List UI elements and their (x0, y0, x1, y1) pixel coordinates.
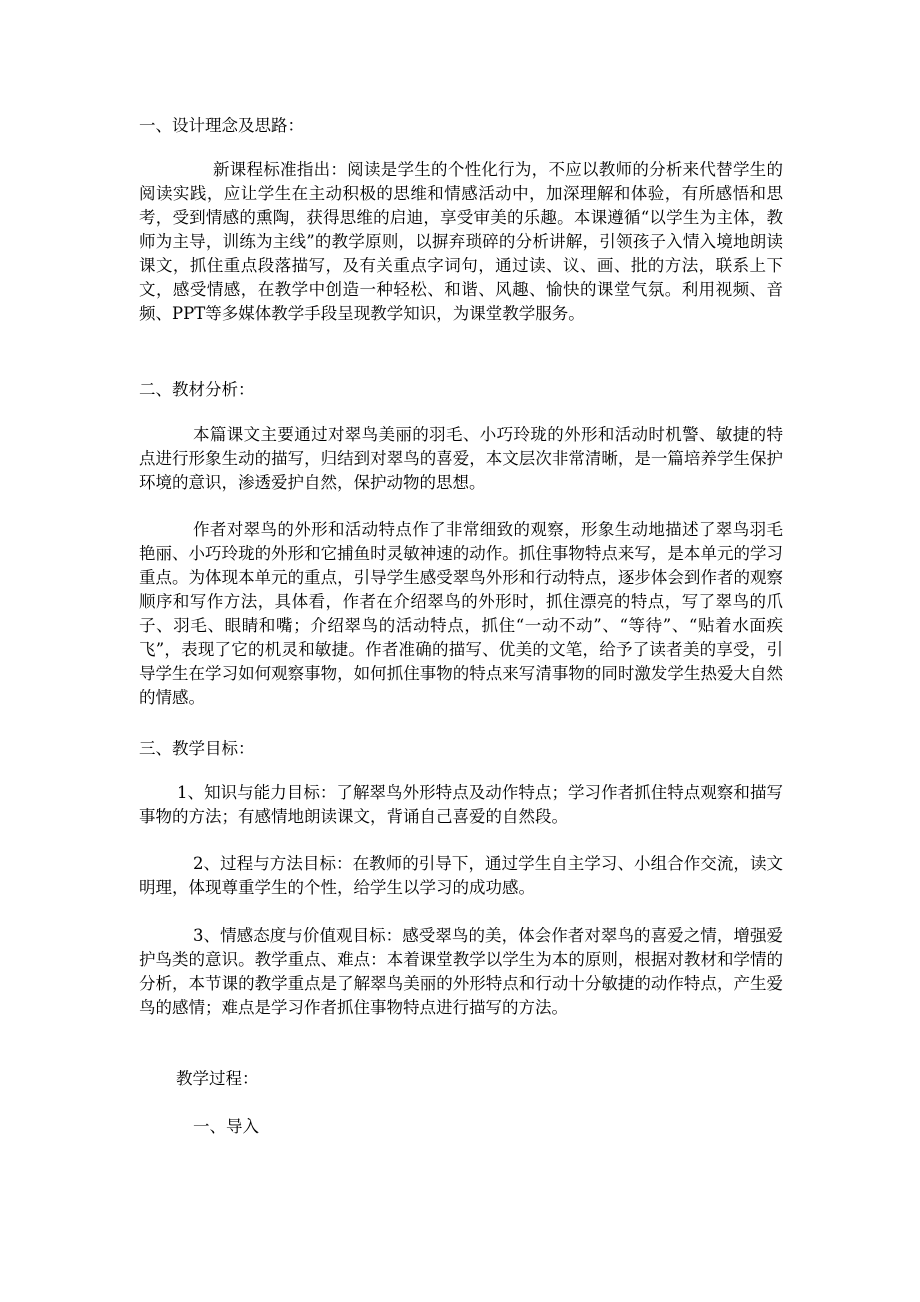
section-heading-process: 教学过程： (176, 1069, 259, 1088)
paragraph-goal-process: 2、过程与方法目标：在教师的引导下，通过学生自主学习、小组合作交流，读文明理，体现尊重学生的个性，给学生以学习的成功感。 (139, 854, 783, 897)
section-heading-material: 二、教材分析： (139, 380, 255, 399)
paragraph-material-analysis-2: 作者对翠鸟的外形和活动特点作了非常细致的观察，形象生动地描述了翠鸟羽毛艳丽、小巧玲珑的外形和它捕鱼时灵敏神速的动作。抓住事物特点来写，是本单元的学习重点。为体现本单元的重点，引导学生感受翠鸟外形和行动特点，逐步体会到作者的观察顺序和写作方法，具体看，作者在介绍翠鸟的外形时，抓住漂亮的特点，写了翠鸟的爪子、羽毛、眼睛和嘴；介绍翠鸟的活动特点，抓住“一动不动”、“等待”、“贴着水面疾飞”，表现了它的机灵和敏捷。作者准确的描写、优美的文笔，给予了读者美的享受，引导学生在学习如何观察事物，如何抓住事物的特点来写清事物的同时激发学生热爱大自然的情感。 (139, 520, 783, 707)
paragraph-design-philosophy: 新课程标准指出：阅读是学生的个性化行为，不应以教师的分析来代替学生的阅读实践，应让学生在主动积极的思维和情感活动中，加深理解和体验，有所感悟和思考，受到情感的熏陶，获得思维的启迪，享受审美的乐趣。本课遵循“以学生为主体，教师为主导，训练为主线”的教学原则，以摒弃琐碎的分析讲解，引领孩子入情入境地朗读课文，抓住重点段落描写，及有关重点字词句，通过读、议、画、批的方法，联系上下文，感受情感，在教学中创造一种轻松、和谐、风趣、愉快的课堂气氛。利用视频、音频、PPT等多媒体教学手段呈现教学知识，为课堂教学服务。 (139, 160, 783, 323)
paragraph-goal-emotion: 3、情感态度与价值观目标：感受翠鸟的美，体会作者对翠鸟的喜爱之情，增强爱护鸟类的意识。教学重点、难点：本着课堂教学以学生为本的原则，根据对教材和学情的分析，本节课的教学重点是了解翠鸟美丽的外形特点和行动十分敏捷的动作特点，产生爱鸟的感情；难点是学习作者抓住事物特点进行描写的方法。 (139, 926, 783, 1017)
section-heading-design: 一、设计理念及思路： (139, 116, 304, 135)
section-heading-goals: 三、教学目标： (139, 739, 255, 758)
paragraph-goal-knowledge: 1、知识与能力目标：了解翠鸟外形特点及动作特点；学习作者抓住特点观察和描写事物的方法；有感情地朗读课文，背诵自己喜爱的自然段。 (139, 783, 783, 826)
paragraph-material-analysis-1: 本篇课文主要通过对翠鸟美丽的羽毛、小巧玲珑的外形和活动时机警、敏捷的特点进行形象生动的描写，归结到对翠鸟的喜爱，本文层次非常清晰，是一篇培养学生保护环境的意识，渗透爱护自然，保护动物的思想。 (139, 425, 783, 492)
sub-heading-introduction: 一、导入 (193, 1117, 259, 1136)
